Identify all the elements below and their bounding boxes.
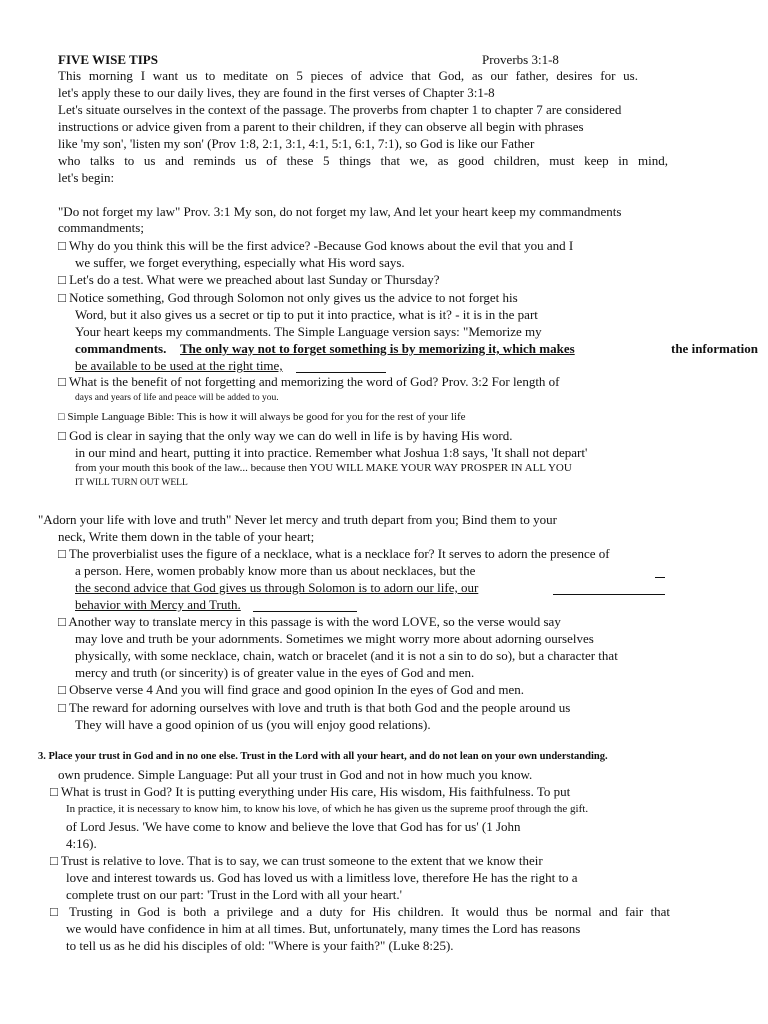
tip2-bullet: □ Observe verse 4 And you will find grace and good opinion In the eyes of God and men.	[58, 682, 524, 697]
tip2-heading: "Adorn your life with love and truth" Never let mercy and truth depart from you; Bind them to your	[38, 512, 557, 527]
intro-line: Let's situate ourselves in the context of the passage. The proverbs from chapter 1 to chapter 7 are considered	[58, 102, 622, 117]
intro-line: like 'my son', 'listen my son' (Prov 1:8, 2:1, 3:1, 4:1, 5:1, 6:1, 7:1), so God is like our Father	[58, 136, 535, 151]
tip1-bullet: □ What is the benefit of not forgetting and memorizing the word of God? Prov. 3:2 For length of	[58, 374, 560, 389]
tip1-bold-prefix: commandments.	[75, 341, 167, 356]
tip1-line: we suffer, we forget everything, especially what His word says.	[75, 255, 405, 270]
tip3-line: 4:16).	[66, 836, 97, 851]
fill-in-blank	[655, 577, 665, 578]
tip2-underlined-line: behavior with Mercy and Truth.	[75, 597, 241, 612]
tip3-heading: 3. Place your trust in God and in no one else. Trust in the Lord with all your heart, and do not lean on your own understanding.	[38, 751, 608, 762]
tip3-line: to tell us as he did his disciples of old: "Where is your faith?" (Luke 8:25).	[66, 938, 454, 953]
tip3-small-line: In practice, it is necessary to know him, to know his love, of which he has given us the supreme proof through the gift.	[66, 803, 589, 815]
intro-line: instructions or advice given from a parent to their children, if they can observe all begin with phrases	[58, 119, 584, 134]
fill-in-blank	[296, 372, 386, 373]
tip1-underlined-line: be available to be used at the right time,	[75, 358, 283, 373]
tip2-line: a person. Here, women probably know more than us about necklaces, but the	[75, 563, 476, 578]
tip1-bold-underlined: The only way not to forget something is by memorizing it, which makes	[180, 341, 575, 356]
tip2-underlined-line: the second advice that God gives us through Solomon is to adorn our life, our	[75, 580, 479, 595]
scripture-reference: Proverbs 3:1-8	[482, 52, 559, 67]
intro-line: let's begin:	[58, 170, 115, 185]
tip3-bullet: □ Trust is relative to love. That is to say, we can trust someone to the extent that we know their	[50, 853, 543, 868]
intro-line: who talks to us and reminds us of these 5 things that we, as good children, must keep in mind,	[58, 153, 668, 168]
tip2-line: mercy and truth (or sincerity) is of greater value in the eyes of God and men.	[75, 665, 475, 680]
tip2-line: may love and truth be your adornments. Sometimes we might worry more about adorning ourselves	[75, 631, 594, 646]
tip1-line: Word, but it also gives us a secret or tip to put it into practice, what is it? - it is in the part	[75, 307, 538, 322]
tip2-bullet: □ The reward for adorning ourselves with love and truth is that both God and the people around us	[58, 700, 571, 715]
tip1-small-line: from your mouth this book of the law... because then YOU WILL MAKE YOUR WAY PROSPER IN ALL YOU	[75, 462, 572, 474]
tip1-bullet: □ Let's do a test. What were we preached about last Sunday or Thursday?	[58, 272, 440, 287]
tip1-small-bullet: □ Simple Language Bible: This is how it will always be good for you for the rest of your life	[58, 411, 466, 423]
fill-in-blank	[253, 611, 357, 612]
tip1-bullet: □ Notice something, God through Solomon not only gives us the advice to not forget his	[58, 290, 518, 305]
tip1-bullet: □ Why do you think this will be the first advice? -Because God knows about the evil that you and I	[58, 238, 574, 253]
tip2-line: physically, with some necklace, chain, watch or bracelet (and it is not a sin to do so), but a character that	[75, 648, 618, 663]
intro-line: let's apply these to our daily lives, they are found in the first verses of Chapter 3:1-8	[58, 85, 495, 100]
fill-in-blank	[553, 594, 665, 595]
tip1-bold-tail: the information	[671, 341, 759, 356]
tip3-bullet: □ Trusting in God is both a privilege and a duty for His children. It would thus be normal and fair that	[50, 904, 670, 919]
tip3-bullet: □ What is trust in God? It is putting everything under His care, His wisdom, His faithfulness. To put	[50, 784, 571, 799]
tip1-line: Your heart keeps my commandments. The Simple Language version says: "Memorize my	[75, 324, 542, 339]
tip3-line: love and interest towards us. God has loved us with a limitless love, therefore He has the right to a	[66, 870, 578, 885]
tip1-bullet: □ God is clear in saying that the only way we can do well in life is by having His word.	[58, 428, 513, 443]
tip3-line: complete trust on our part: 'Trust in the Lord with all your heart.'	[66, 887, 403, 902]
tip1-small-line: days and years of life and peace will be added to you.	[75, 393, 279, 403]
tip2-bullet: □ The proverbialist uses the figure of a necklace, what is a necklace for? It serves to adorn the presence of	[58, 546, 610, 561]
intro-line: This morning I want us to meditate on 5 pieces of advice that God, as our father, desires for us.	[58, 68, 638, 83]
tip2-heading-cont: neck, Write them down in the table of your heart;	[58, 529, 315, 544]
tip3-line: we would have confidence in him at all times. But, unfortunately, many times the Lord has reasons	[66, 921, 581, 936]
tip1-small-line: IT WILL TURN OUT WELL	[75, 478, 188, 488]
tip1-heading-cont: commandments;	[58, 220, 144, 235]
tip1-line: in our mind and heart, putting it into practice. Remember what Joshua 1:8 says, 'It shall not depart'	[75, 445, 588, 460]
tip3-line: of Lord Jesus. 'We have come to know and believe the love that God has for us' (1 John	[66, 819, 521, 834]
document-title: FIVE WISE TIPS	[58, 52, 158, 67]
tip2-line: They will have a good opinion of us (you will enjoy good relations).	[75, 717, 431, 732]
tip3-line: own prudence. Simple Language: Put all your trust in God and not in how much you know.	[58, 767, 533, 782]
tip1-heading: "Do not forget my law" Prov. 3:1 My son, do not forget my law, And let your heart keep my commandments	[58, 204, 622, 219]
tip2-bullet: □ Another way to translate mercy in this passage is with the word LOVE, so the verse would say	[58, 614, 561, 629]
